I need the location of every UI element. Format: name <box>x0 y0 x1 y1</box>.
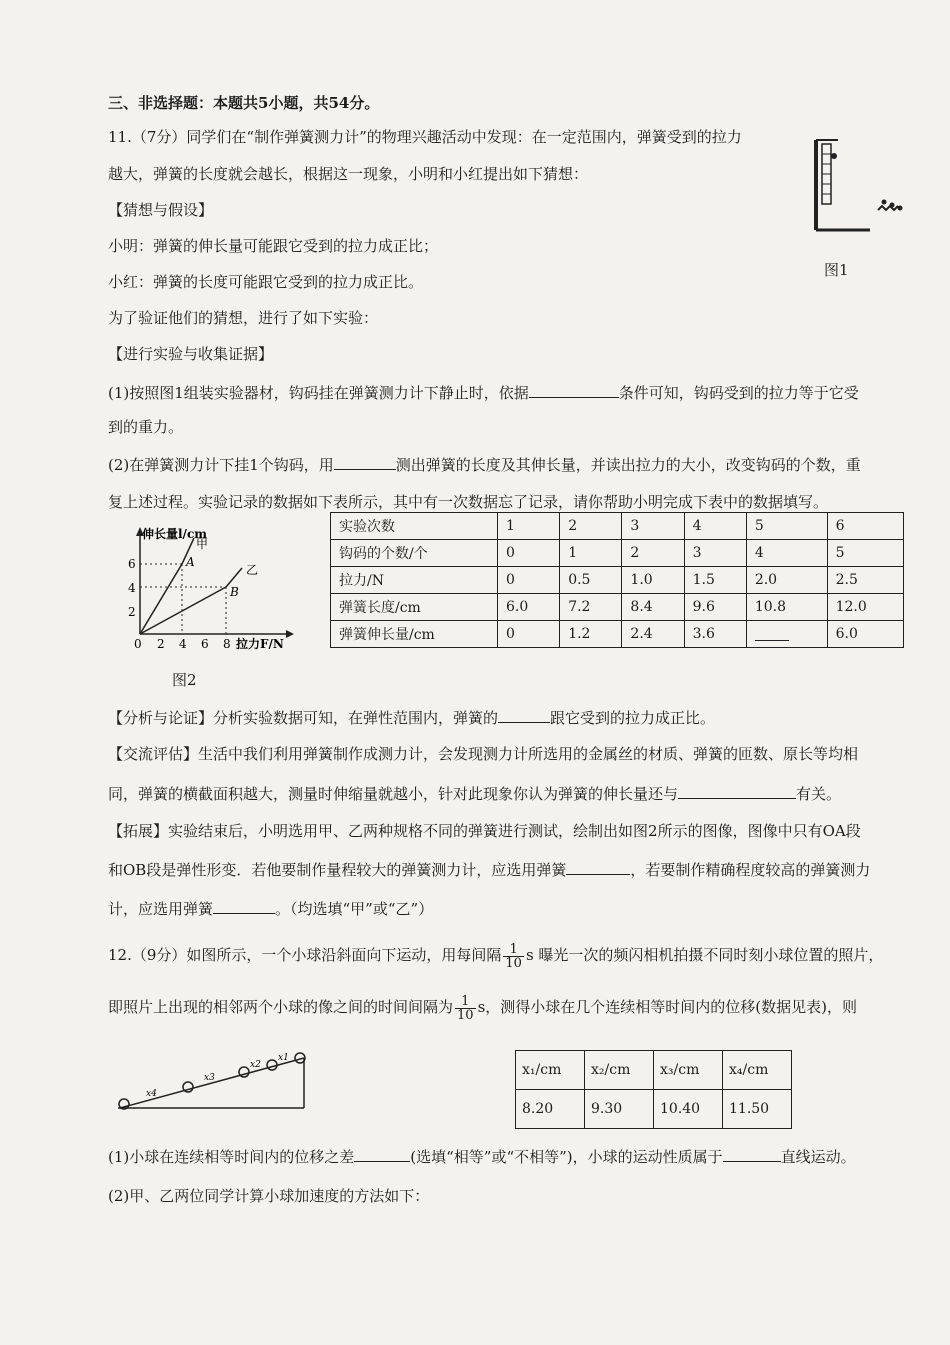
table-cell: 0.5 <box>560 567 622 594</box>
table-cell: 7.2 <box>560 594 622 621</box>
point-b: B <box>230 585 239 599</box>
table-cell: 5 <box>746 513 827 540</box>
table-cell: 1.5 <box>684 567 746 594</box>
figure-1-caption: 图1 <box>824 261 849 279</box>
graph-ylabel: 伸长量l/cm <box>142 527 207 541</box>
answer-blank-motion[interactable] <box>723 1145 781 1162</box>
hypothesis-xiaohong: 小红：弹簧的长度可能跟它受到的拉力成正比。 <box>108 273 424 291</box>
table-cell: 8.4 <box>622 594 684 621</box>
table-cell: 6.0 <box>827 621 903 648</box>
ball <box>183 1082 193 1092</box>
x-tick-6: 6 <box>201 637 209 651</box>
step1-line-2: 到的重力。 <box>108 418 184 436</box>
ball <box>239 1067 249 1077</box>
point-a: A <box>186 555 195 569</box>
label-x3: x3 <box>204 1073 215 1083</box>
x-tick-4: 4 <box>179 637 187 651</box>
table-cell: 2.4 <box>622 621 684 648</box>
table-cell: 0 <box>498 621 560 648</box>
table-row <box>331 594 904 621</box>
table-row <box>331 513 904 540</box>
fraction-one-tenth-2: $\frac{1}{10}$ <box>457 993 474 1023</box>
answer-blank-analysis[interactable] <box>498 706 550 723</box>
table-cell: 0 <box>498 540 560 567</box>
table-cell: 12.0 <box>827 594 903 621</box>
section-title: 三、非选择题：本题共5小题，共54分。 <box>108 94 380 112</box>
q11-intro-2: 越大，弹簧的长度就会越长，根据这一现象，小明和小红提出如下猜想： <box>108 165 589 183</box>
table-cell: 2.5 <box>827 567 903 594</box>
figure-1-spring-scale <box>808 132 918 242</box>
table-cell: 1.0 <box>622 567 684 594</box>
table-row <box>331 621 904 648</box>
step1-line-1: (1)按照图1组装实验器材，钩码挂在弹簧测力计下静止时，依据 条件可知，钩码受到的拉力等于它受 <box>108 381 859 404</box>
table-cell: 4 <box>684 513 746 540</box>
table-cell: 弹簧长度/cm <box>331 594 498 621</box>
table-cell: 2 <box>560 513 622 540</box>
figure-2-caption: 图2 <box>172 671 197 689</box>
graph-xlabel: 拉力F/N <box>236 637 284 651</box>
label-x1: x1 <box>278 1053 289 1063</box>
q11-intro-1: 11.（7分）同学们在“制作弹簧测力计”的物理兴趣活动中发现：在一定范围内，弹簧受到的拉力 <box>108 128 742 146</box>
verify-line: 为了验证他们的猜想，进行了如下实验： <box>108 309 379 327</box>
table-cell: 3 <box>622 513 684 540</box>
experiment-data-table <box>330 512 904 648</box>
table-cell: 1 <box>560 540 622 567</box>
evaluation-line-1: 【交流评估】生活中我们利用弹簧制作成测力计，会发现测力计所选用的金属丝的材质、弹簧的匝数、原长等均相 <box>108 745 859 763</box>
table-cell: 8.20 <box>516 1090 585 1129</box>
table-row <box>516 1090 792 1129</box>
table-cell: 6.0 <box>498 594 560 621</box>
table-header: x₁/cm <box>516 1051 585 1090</box>
extension-line-3: 计，应选用弹簧 。（均选填“甲”或“乙”） <box>108 897 433 920</box>
table-cell: 9.30 <box>585 1090 654 1129</box>
y-tick-4: 4 <box>128 581 136 595</box>
table-row <box>331 540 904 567</box>
label-yi: 乙 <box>246 563 259 577</box>
displacement-table <box>515 1050 792 1129</box>
y-tick-2: 2 <box>128 605 136 619</box>
line-yi <box>140 587 226 634</box>
q12-sub2: (2)甲、乙两位同学计算小球加速度的方法如下： <box>108 1187 430 1205</box>
extension-line-1: 【拓展】实验结束后，小明选用甲、乙两种规格不同的弹簧进行测试，绘制出如图2所示的图像，图像中只有OA段 <box>108 822 861 840</box>
x-tick-2: 2 <box>157 637 165 651</box>
answer-blank-tool[interactable] <box>334 453 396 470</box>
label-jia: 甲 <box>196 537 209 551</box>
hypothesis-heading: 【猜想与假设】 <box>108 201 214 219</box>
answer-blank-precision[interactable] <box>213 897 275 914</box>
q12-line-1: 12.（9分）如图所示，一个小球沿斜面向下运动，用每间隔 $\frac{1}{10}$ s 曝光一次的频闪相机拍摄不同时刻小球位置的照片， <box>108 941 884 971</box>
y-tick-6: 6 <box>128 557 136 571</box>
hypothesis-xiaoming: 小明：弹簧的伸长量可能跟它受到的拉力成正比； <box>108 237 439 255</box>
step2-line-1: (2)在弹簧测力计下挂1个钩码，用 测出弹簧的长度及其伸长量，并读出拉力的大小，改变钩码的个数，重 <box>108 453 861 476</box>
table-header: x₃/cm <box>654 1051 723 1090</box>
label-x4: x4 <box>146 1089 157 1099</box>
table-cell: 4 <box>746 540 827 567</box>
table-cell: 0 <box>498 567 560 594</box>
table-cell: 6 <box>827 513 903 540</box>
x-tick-0: 0 <box>134 637 142 651</box>
answer-blank-evaluation[interactable] <box>678 782 796 799</box>
analysis-line: 【分析与论证】分析实验数据可知，在弹性范围内，弹簧的 跟它受到的拉力成正比。 <box>108 706 715 729</box>
answer-blank-condition[interactable] <box>529 381 619 398</box>
table-cell: 3.6 <box>684 621 746 648</box>
table-header: x₂/cm <box>585 1051 654 1090</box>
x-tick-8: 8 <box>223 637 231 651</box>
table-cell: 1.2 <box>560 621 622 648</box>
table-cell: 钩码的个数/个 <box>331 540 498 567</box>
table-cell: 拉力/N <box>331 567 498 594</box>
table-row <box>331 567 904 594</box>
answer-blank-extension[interactable] <box>746 621 827 648</box>
table-cell: 2 <box>622 540 684 567</box>
evaluation-line-2: 同，弹簧的横截面积越大，测量时伸缩量就越小，针对此现象你认为弹簧的伸长量还与 有关。 <box>108 782 841 805</box>
table-cell: 10.40 <box>654 1090 723 1129</box>
table-cell: 弹簧伸长量/cm <box>331 621 498 648</box>
table-row <box>516 1051 792 1090</box>
table-cell: 5 <box>827 540 903 567</box>
table-cell: 10.8 <box>746 594 827 621</box>
table-cell: 2.0 <box>746 567 827 594</box>
line-jia <box>140 564 182 634</box>
q12-line-2: 即照片上出现的相邻两个小球的像之间的时间间隔为 $\frac{1}{10}$ s，测得小球在几个连续相等时间内的位移(数据见表)，则 <box>108 993 857 1023</box>
table-cell: 11.50 <box>723 1090 792 1129</box>
extension-line-2: 和OB段是弹性形变．若他要制作量程较大的弹簧测力计，应选用弹簧 ，若要制作精确程度较高的弹簧测力 <box>108 858 870 881</box>
answer-blank-equal[interactable] <box>354 1145 410 1162</box>
table-header: x₄/cm <box>723 1051 792 1090</box>
table-cell: 9.6 <box>684 594 746 621</box>
fraction-one-tenth: $\frac{1}{10}$ <box>505 941 522 971</box>
table-cell: 1 <box>498 513 560 540</box>
label-x2: x2 <box>250 1060 261 1070</box>
figure-2-graph <box>118 522 298 657</box>
step2-line-2: 复上述过程。实验记录的数据如下表所示，其中有一次数据忘了记录，请你帮助小明完成下表中的数据填写。 <box>108 493 829 511</box>
incline-figure <box>112 1050 312 1120</box>
experiment-heading: 【进行实验与收集证据】 <box>108 345 274 363</box>
q12-sub1: (1)小球在连续相等时间内的位移之差 (选填“相等”或“不相等”)，小球的运动性质属于 直线运动。 <box>108 1145 856 1168</box>
answer-blank-range[interactable] <box>566 858 630 875</box>
table-cell: 3 <box>684 540 746 567</box>
table-cell: 实验次数 <box>331 513 498 540</box>
